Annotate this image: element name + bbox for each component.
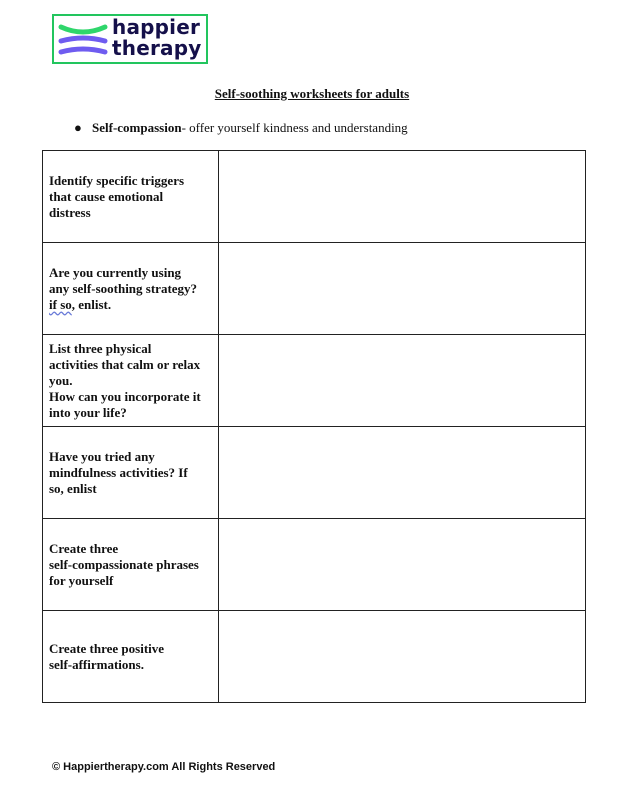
question-line: List three physical [49, 340, 152, 356]
answer-cell[interactable] [219, 519, 586, 611]
question-line: How can you incorporate it [49, 388, 201, 404]
table-row [43, 243, 586, 335]
question-cell [43, 427, 219, 519]
spellcheck-mark: if so [49, 296, 72, 312]
answer-cell[interactable] [219, 427, 586, 519]
question-line: that cause emotional [49, 188, 164, 204]
question-line: so, enlist [49, 480, 97, 496]
answer-cell[interactable] [219, 335, 586, 427]
question-line [49, 297, 212, 313]
table-row [43, 151, 586, 243]
logo-text [112, 17, 201, 59]
table-row [43, 519, 586, 611]
question-line: any self-soothing strategy? [49, 280, 198, 296]
question-line-text: if so, enlist. [49, 296, 112, 312]
question-line: Create three positive [49, 640, 165, 656]
worksheet-table [42, 150, 586, 703]
bullet-dot: ● [74, 120, 82, 135]
question-line: activities that calm or relax [49, 356, 201, 372]
question-line: into your life? [49, 404, 127, 420]
question-cell [43, 611, 219, 703]
logo-line-1: happier [112, 15, 201, 39]
answer-cell[interactable] [219, 151, 586, 243]
table-row [43, 611, 586, 703]
bullet-term: Self-compassion [92, 120, 182, 135]
table-row [43, 427, 586, 519]
question-line: Have you tried any [49, 448, 155, 464]
question-line: Create three [49, 540, 119, 556]
logo-waves-icon [57, 21, 109, 61]
logo-line-2: therapy [112, 36, 202, 60]
question-line: distress [49, 204, 91, 220]
logo [52, 14, 208, 64]
question-line: you. [49, 372, 73, 388]
page-title: Self-soothing worksheets for adults [214, 86, 410, 101]
question-cell [43, 151, 219, 243]
table-row [43, 335, 586, 427]
answer-cell[interactable] [219, 611, 586, 703]
question-line: Are you currently using [49, 264, 182, 280]
bullet-text: - offer yourself kindness and understanding [181, 120, 408, 135]
question-cell [43, 519, 219, 611]
question-line: self-affirmations. [49, 656, 144, 672]
question-line: Identify specific triggers [49, 172, 185, 188]
question-cell [43, 335, 219, 427]
question-line: self-compassionate phrases [49, 556, 199, 572]
answer-cell[interactable] [219, 243, 586, 335]
bullet-item [74, 120, 408, 136]
question-line: for yourself [49, 572, 114, 588]
question-cell [43, 243, 219, 335]
question-line: mindfulness activities? If [49, 464, 188, 480]
footer-copyright: © Happiertherapy.com All Rights Reserved [52, 761, 276, 773]
